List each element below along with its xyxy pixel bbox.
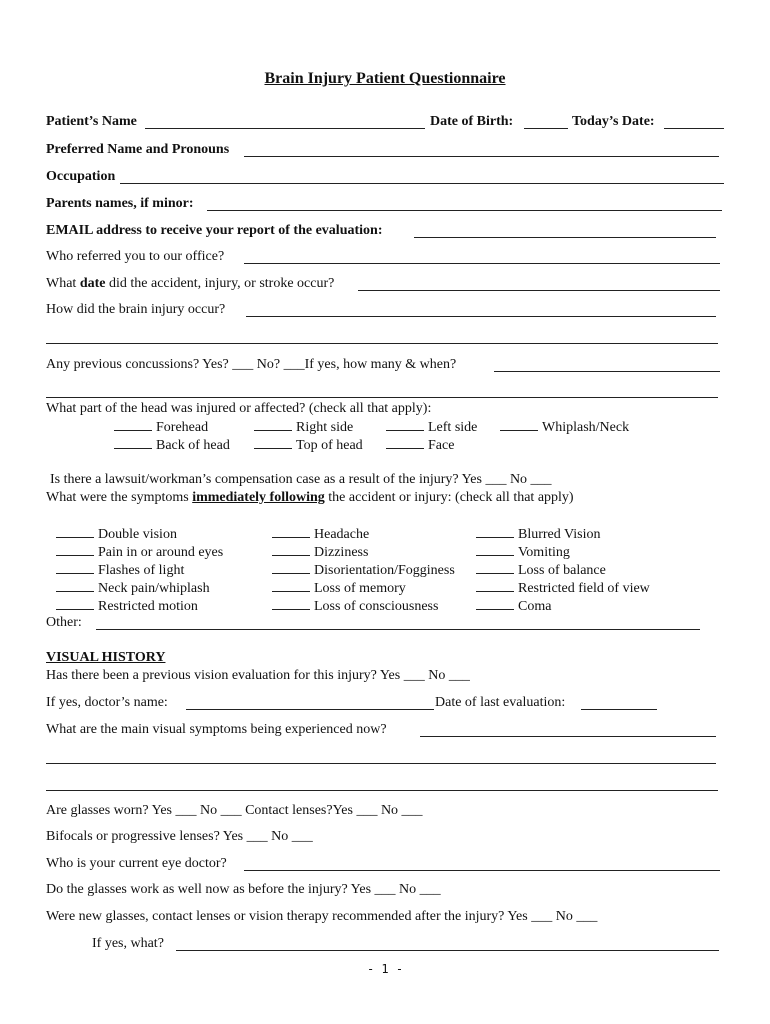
head-area-forehead[interactable] [114,418,208,436]
how-injury-field[interactable] [246,316,716,317]
how-injury-question: How did the brain injury occur? [46,302,226,317]
injury-date-prefix: What [46,276,80,291]
checkbox-blank[interactable] [272,525,310,538]
page-number: - 1 - [366,962,404,976]
checkbox-blank[interactable] [476,561,514,574]
doctor-name-label: If yes, doctor’s name: [46,695,168,710]
preferred-name-field[interactable] [244,156,719,157]
checkbox-blank[interactable] [114,436,152,449]
document-title: Brain Injury Patient Questionnaire [264,70,506,87]
head-area-label: Whiplash/Neck [542,420,630,435]
head-area-top[interactable] [254,436,363,454]
checkbox-blank[interactable] [272,579,310,592]
checkbox-blank[interactable] [272,543,310,556]
visual-history-heading: VISUAL HISTORY [46,650,166,665]
symptom-item[interactable] [476,525,601,543]
symptom-item[interactable] [56,597,198,615]
injury-date-question [46,276,334,292]
head-area-label: Face [428,438,455,453]
checkbox-blank[interactable] [114,418,152,431]
checkbox-blank[interactable] [476,597,514,610]
head-area-label: Left side [428,420,478,435]
patient-name-label: Patient’s Name [46,114,137,129]
email-field[interactable] [414,237,716,238]
today-date-field[interactable] [664,128,724,129]
preferred-name-label: Preferred Name and Pronouns [46,142,230,157]
symptoms-bold: immediately following [192,490,325,505]
other-field[interactable] [96,629,700,630]
checkbox-blank[interactable] [500,418,538,431]
occupation-label: Occupation [46,169,116,184]
head-area-right-side[interactable] [254,418,353,436]
checkbox-blank[interactable] [254,418,292,431]
head-part-question: What part of the head was injured or affected? (check all that apply): [46,401,432,416]
head-area-back[interactable] [114,436,230,454]
symptom-label: Restricted motion [98,599,198,614]
checkbox-blank[interactable] [56,525,94,538]
checkbox-blank[interactable] [56,561,94,574]
glasses-work-question: Do the glasses work as well now as before the injury? Yes ___ No ___ [46,882,441,897]
symptom-item[interactable] [476,597,551,615]
prev-eval-question: Has there been a previous vision evaluation for this injury? Yes ___ No ___ [46,668,470,683]
concussions-field-line2[interactable] [46,397,718,398]
main-symptoms-question: What are the main visual symptoms being experienced now? [46,722,387,737]
symptom-item[interactable] [476,543,570,561]
doctor-name-field[interactable] [186,709,434,710]
if-yes-what-label: If yes, what? [92,936,164,951]
checkbox-blank[interactable] [386,418,424,431]
symptom-item[interactable] [56,579,210,597]
referred-question: Who referred you to our office? [46,249,225,264]
symptom-label: Dizziness [314,545,369,560]
head-area-label: Top of head [296,438,363,453]
email-label: EMAIL address to receive your report of the evaluation: [46,223,383,238]
main-symptoms-field[interactable] [420,736,716,737]
symptoms-question [46,490,574,506]
how-injury-field-line2[interactable] [46,343,718,344]
head-area-label: Right side [296,420,354,435]
head-area-whiplash[interactable] [500,418,629,436]
symptoms-prefix: What were the symptoms [46,490,193,505]
injury-date-bold: date [79,276,106,291]
symptom-item[interactable] [272,525,369,543]
head-area-label: Back of head [156,438,230,453]
checkbox-blank[interactable] [272,561,310,574]
checkbox-blank[interactable] [254,436,292,449]
symptom-item[interactable] [272,543,368,561]
checkbox-blank[interactable] [56,597,94,610]
symptom-label: Double vision [98,527,177,542]
lawsuit-question: Is there a lawsuit/workman’s compensation case as a result of the injury? Yes ___ No ___ [50,472,552,487]
referred-field[interactable] [244,263,720,264]
symptom-label: Headache [314,527,370,542]
symptom-label: Loss of consciousness [314,599,439,614]
symptom-item[interactable] [272,597,438,615]
symptom-label: Vomiting [518,545,570,560]
symptom-label: Restricted field of view [518,581,650,596]
symptom-item[interactable] [56,543,223,561]
checkbox-blank[interactable] [272,597,310,610]
symptom-item[interactable] [56,561,184,579]
symptom-label: Blurred Vision [518,527,601,542]
symptom-label: Flashes of light [98,563,185,578]
new-glasses-question: Were new glasses, contact lenses or vision therapy recommended after the injury? Yes ___ No ___ [46,909,598,924]
checkbox-blank[interactable] [56,543,94,556]
patient-name-field[interactable] [145,128,425,129]
dob-label: Date of Birth: [430,114,514,129]
symptom-item[interactable] [476,579,650,597]
eye-doctor-question: Who is your current eye doctor? [46,856,227,871]
checkbox-blank[interactable] [56,579,94,592]
symptom-label: Coma [518,599,552,614]
symptom-label: Disorientation/Fogginess [314,563,455,578]
symptom-label: Neck pain/whiplash [98,581,210,596]
parents-names-label: Parents names, if minor: [46,196,194,211]
checkbox-blank[interactable] [476,525,514,538]
eye-doctor-field[interactable] [244,870,720,871]
last-eval-label: Date of last evaluation: [435,695,566,710]
symptoms-suffix: the accident or injury: (check all that apply) [324,490,574,505]
last-eval-field[interactable] [581,709,657,710]
if-yes-what-field[interactable] [176,950,719,951]
today-date-label: Today’s Date: [572,114,655,129]
concussions-question: Any previous concussions? Yes? ___ No? ___If yes, how many & when? [46,357,457,372]
glasses-question: Are glasses worn? Yes ___ No ___ Contact lenses?Yes ___ No ___ [46,803,423,818]
symptom-label: Loss of balance [518,563,606,578]
dob-field[interactable] [524,128,568,129]
symptom-label: Pain in or around eyes [98,545,224,560]
symptom-item[interactable] [272,579,406,597]
main-symptoms-field-line2[interactable] [46,763,716,764]
injury-date-field[interactable] [358,290,720,291]
head-area-left-side[interactable] [386,418,477,436]
checkbox-blank[interactable] [476,543,514,556]
checkbox-blank[interactable] [476,579,514,592]
injury-date-suffix: did the accident, injury, or stroke occur? [105,276,335,291]
checkbox-blank[interactable] [386,436,424,449]
concussions-field[interactable] [494,371,720,372]
other-label: Other: [46,615,82,630]
head-area-label: Forehead [156,420,209,435]
symptom-item[interactable] [272,561,455,579]
occupation-field[interactable] [120,183,724,184]
symptom-item[interactable] [476,561,606,579]
head-area-face[interactable] [386,436,454,454]
symptom-label: Loss of memory [314,581,406,596]
bifocals-question: Bifocals or progressive lenses? Yes ___ No ___ [46,829,313,844]
main-symptoms-field-line3[interactable] [46,790,718,791]
symptom-item[interactable] [56,525,177,543]
parents-names-field[interactable] [207,210,722,211]
